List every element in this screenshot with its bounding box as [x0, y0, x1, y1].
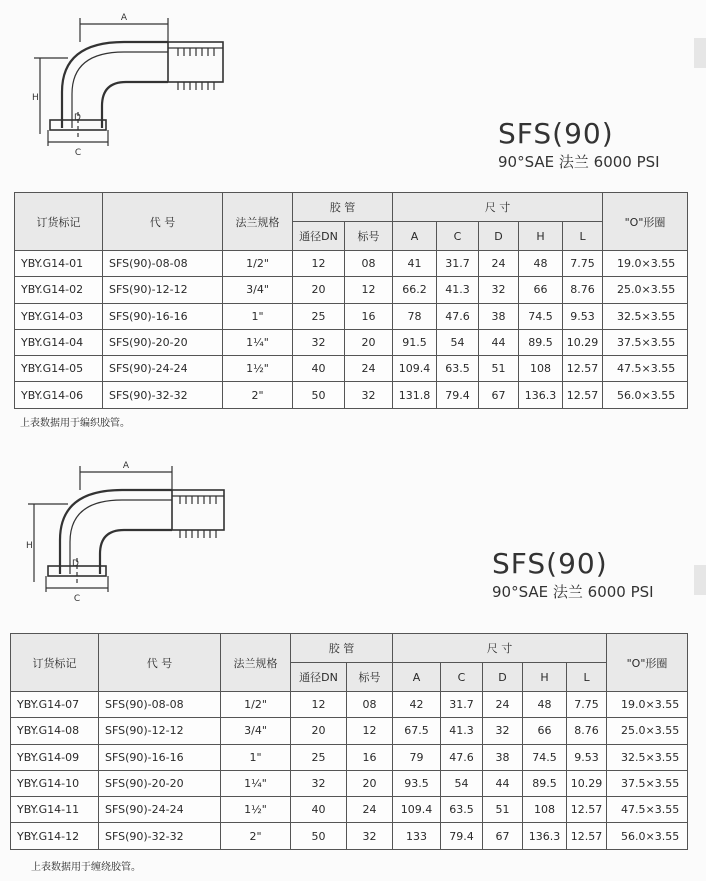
cell-a: 67.5 [393, 718, 441, 744]
cell-dn: 20 [293, 277, 345, 303]
table-body [11, 692, 688, 850]
cell-oring: 25.0×3.55 [603, 277, 688, 303]
cell-flange: 1½" [223, 356, 293, 382]
cell-oring: 32.5×3.55 [607, 744, 688, 770]
cell-dn: 40 [291, 797, 347, 823]
col-header-c: C [437, 222, 479, 251]
table-row [11, 718, 688, 744]
cell-mark: YBY.G14-02 [15, 277, 103, 303]
cell-dn: 50 [293, 382, 345, 408]
cell-mark: YBY.G14-07 [11, 692, 99, 718]
cell-oring: 37.5×3.55 [603, 329, 688, 355]
cell-std: 20 [347, 770, 393, 796]
table-row [11, 744, 688, 770]
cell-mark: YBY.G14-04 [15, 329, 103, 355]
cell-l: 9.53 [563, 303, 603, 329]
cell-oring: 37.5×3.55 [607, 770, 688, 796]
cell-dn: 32 [293, 329, 345, 355]
col-header-code: 代 号 [99, 634, 221, 692]
product-title: SFS(90) [492, 547, 608, 580]
col-header-c: C [441, 663, 483, 692]
table-body [15, 251, 688, 409]
cell-std: 32 [347, 823, 393, 849]
product-subtitle: 90°SAE 法兰 6000 PSI [492, 583, 654, 601]
col-header-size: 尺 寸 [393, 634, 607, 663]
col-header-code: 代 号 [103, 193, 223, 251]
cell-h: 66 [519, 277, 563, 303]
cell-oring: 19.0×3.55 [607, 692, 688, 718]
cell-c: 41.3 [437, 277, 479, 303]
cell-c: 47.6 [441, 744, 483, 770]
cell-h: 74.5 [519, 303, 563, 329]
cell-l: 9.53 [567, 744, 607, 770]
cell-flange: 1½" [221, 797, 291, 823]
cell-oring: 25.0×3.55 [607, 718, 688, 744]
cell-a: 109.4 [393, 356, 437, 382]
dim-a-label: A [122, 461, 130, 471]
cell-dn: 20 [291, 718, 347, 744]
table-row [15, 329, 688, 355]
cell-h: 48 [519, 251, 563, 277]
cell-h: 74.5 [523, 744, 567, 770]
cell-c: 79.4 [437, 382, 479, 408]
cell-dn: 50 [291, 823, 347, 849]
cell-mark: YBY.G14-03 [15, 303, 103, 329]
cell-d: 44 [483, 770, 523, 796]
cell-flange: 1" [223, 303, 293, 329]
cell-h: 136.3 [519, 382, 563, 408]
cell-std: 16 [347, 744, 393, 770]
cell-c: 63.5 [441, 797, 483, 823]
cell-d: 32 [483, 718, 523, 744]
col-header-std: 标号 [345, 222, 393, 251]
cell-d: 24 [483, 692, 523, 718]
cell-a: 109.4 [393, 797, 441, 823]
cell-l: 12.57 [563, 356, 603, 382]
cell-d: 24 [479, 251, 519, 277]
cell-l: 8.76 [563, 277, 603, 303]
cell-a: 93.5 [393, 770, 441, 796]
cell-dn: 32 [291, 770, 347, 796]
table-row [15, 382, 688, 408]
col-header-h: H [523, 663, 567, 692]
cell-std: 12 [345, 277, 393, 303]
cell-oring: 19.0×3.55 [603, 251, 688, 277]
col-header-oring: "O"形圈 [607, 634, 688, 692]
cell-h: 89.5 [523, 770, 567, 796]
cell-flange: 1¼" [223, 329, 293, 355]
cell-c: 47.6 [437, 303, 479, 329]
cell-code: SFS(90)-24-24 [99, 797, 221, 823]
scan-edge-mark [694, 565, 706, 595]
cell-l: 10.29 [563, 329, 603, 355]
dim-c-label: C [73, 594, 81, 604]
cell-h: 48 [523, 692, 567, 718]
cell-code: SFS(90)-20-20 [99, 770, 221, 796]
table-row [11, 823, 688, 849]
cell-dn: 40 [293, 356, 345, 382]
cell-a: 133 [393, 823, 441, 849]
dim-h-label: H [26, 541, 33, 551]
col-header-d: D [483, 663, 523, 692]
cell-c: 54 [441, 770, 483, 796]
col-header-order-mark: 订货标记 [11, 634, 99, 692]
cell-c: 31.7 [437, 251, 479, 277]
col-header-a: A [393, 663, 441, 692]
cell-dn: 12 [293, 251, 345, 277]
cell-a: 66.2 [393, 277, 437, 303]
cell-mark: YBY.G14-10 [11, 770, 99, 796]
product-title: SFS(90) [498, 117, 614, 150]
col-header-l: L [567, 663, 607, 692]
spec-table [14, 192, 688, 409]
cell-a: 131.8 [393, 382, 437, 408]
cell-std: 32 [345, 382, 393, 408]
cell-code: SFS(90)-16-16 [99, 744, 221, 770]
cell-code: SFS(90)-16-16 [103, 303, 223, 329]
dim-c-label: C [74, 148, 82, 158]
cell-code: SFS(90)-12-12 [99, 718, 221, 744]
spec-section-2 [0, 455, 706, 881]
cell-oring: 56.0×3.55 [603, 382, 688, 408]
col-header-a: A [393, 222, 437, 251]
cell-flange: 1/2" [221, 692, 291, 718]
col-header-order-mark: 订货标记 [15, 193, 103, 251]
col-header-flange: 法兰规格 [221, 634, 291, 692]
cell-h: 66 [523, 718, 567, 744]
dim-h-label: H [32, 93, 39, 103]
cell-std: 12 [347, 718, 393, 744]
cell-h: 136.3 [523, 823, 567, 849]
cell-oring: 32.5×3.55 [603, 303, 688, 329]
cell-l: 7.75 [563, 251, 603, 277]
title-block [492, 547, 654, 603]
cell-h: 108 [519, 356, 563, 382]
col-header-size: 尺 寸 [393, 193, 603, 222]
spec-table [10, 633, 688, 850]
cell-code: SFS(90)-08-08 [99, 692, 221, 718]
cell-l: 10.29 [567, 770, 607, 796]
table-row [11, 692, 688, 718]
cell-std: 24 [345, 356, 393, 382]
cell-c: 41.3 [441, 718, 483, 744]
cell-oring: 47.5×3.55 [603, 356, 688, 382]
cell-mark: YBY.G14-05 [15, 356, 103, 382]
cell-c: 31.7 [441, 692, 483, 718]
cell-a: 78 [393, 303, 437, 329]
cell-d: 51 [479, 356, 519, 382]
cell-code: SFS(90)-08-08 [103, 251, 223, 277]
cell-std: 08 [347, 692, 393, 718]
cell-flange: 1¼" [221, 770, 291, 796]
cell-code: SFS(90)-24-24 [103, 356, 223, 382]
cell-std: 08 [345, 251, 393, 277]
table-note: 上表数据用于缠绕胶管。 [31, 862, 141, 873]
cell-c: 54 [437, 329, 479, 355]
cell-dn: 12 [291, 692, 347, 718]
col-header-hose: 胶 管 [293, 193, 393, 222]
col-header-flange: 法兰规格 [223, 193, 293, 251]
cell-std: 20 [345, 329, 393, 355]
table-row [11, 770, 688, 796]
dim-a-label: A [120, 13, 128, 23]
cell-mark: YBY.G14-08 [11, 718, 99, 744]
table-row [15, 277, 688, 303]
cell-d: 67 [479, 382, 519, 408]
cell-code: SFS(90)-32-32 [99, 823, 221, 849]
col-header-dn: 通径DN [291, 663, 347, 692]
cell-d: 67 [483, 823, 523, 849]
cell-flange: 2" [221, 823, 291, 849]
cell-l: 7.75 [567, 692, 607, 718]
table-row [15, 303, 688, 329]
cell-d: 32 [479, 277, 519, 303]
cell-mark: YBY.G14-11 [11, 797, 99, 823]
cell-std: 24 [347, 797, 393, 823]
cell-mark: YBY.G14-09 [11, 744, 99, 770]
scan-edge-mark [694, 38, 706, 68]
cell-dn: 25 [293, 303, 345, 329]
spec-section-1 [0, 0, 706, 440]
cell-h: 89.5 [519, 329, 563, 355]
cell-code: SFS(90)-20-20 [103, 329, 223, 355]
cell-a: 42 [393, 692, 441, 718]
col-header-std: 标号 [347, 663, 393, 692]
col-header-h: H [519, 222, 563, 251]
cell-d: 38 [479, 303, 519, 329]
cell-c: 63.5 [437, 356, 479, 382]
cell-d: 38 [483, 744, 523, 770]
dim-d-label: D [72, 559, 79, 569]
cell-std: 16 [345, 303, 393, 329]
table-row [11, 797, 688, 823]
cell-d: 44 [479, 329, 519, 355]
col-header-oring: "O"形圈 [603, 193, 688, 251]
col-header-l: L [563, 222, 603, 251]
col-header-hose: 胶 管 [291, 634, 393, 663]
cell-dn: 25 [291, 744, 347, 770]
elbow-fitting-drawing [22, 458, 247, 608]
title-block [498, 117, 660, 173]
cell-flange: 3/4" [223, 277, 293, 303]
cell-a: 91.5 [393, 329, 437, 355]
cell-a: 41 [393, 251, 437, 277]
cell-mark: YBY.G14-12 [11, 823, 99, 849]
cell-code: SFS(90)-12-12 [103, 277, 223, 303]
cell-flange: 1" [221, 744, 291, 770]
table-row [15, 356, 688, 382]
cell-flange: 1/2" [223, 251, 293, 277]
cell-mark: YBY.G14-06 [15, 382, 103, 408]
cell-oring: 47.5×3.55 [607, 797, 688, 823]
elbow-fitting-drawing [28, 2, 253, 162]
cell-l: 8.76 [567, 718, 607, 744]
cell-h: 108 [523, 797, 567, 823]
table-note: 上表数据用于编织胶管。 [20, 418, 130, 429]
col-header-d: D [479, 222, 519, 251]
cell-l: 12.57 [567, 797, 607, 823]
cell-flange: 2" [223, 382, 293, 408]
cell-oring: 56.0×3.55 [607, 823, 688, 849]
cell-mark: YBY.G14-01 [15, 251, 103, 277]
col-header-dn: 通径DN [293, 222, 345, 251]
table-row [15, 251, 688, 277]
cell-c: 79.4 [441, 823, 483, 849]
cell-flange: 3/4" [221, 718, 291, 744]
cell-d: 51 [483, 797, 523, 823]
product-subtitle: 90°SAE 法兰 6000 PSI [498, 153, 660, 171]
cell-code: SFS(90)-32-32 [103, 382, 223, 408]
cell-a: 79 [393, 744, 441, 770]
dim-d-label: D [74, 113, 81, 123]
cell-l: 12.57 [567, 823, 607, 849]
cell-l: 12.57 [563, 382, 603, 408]
